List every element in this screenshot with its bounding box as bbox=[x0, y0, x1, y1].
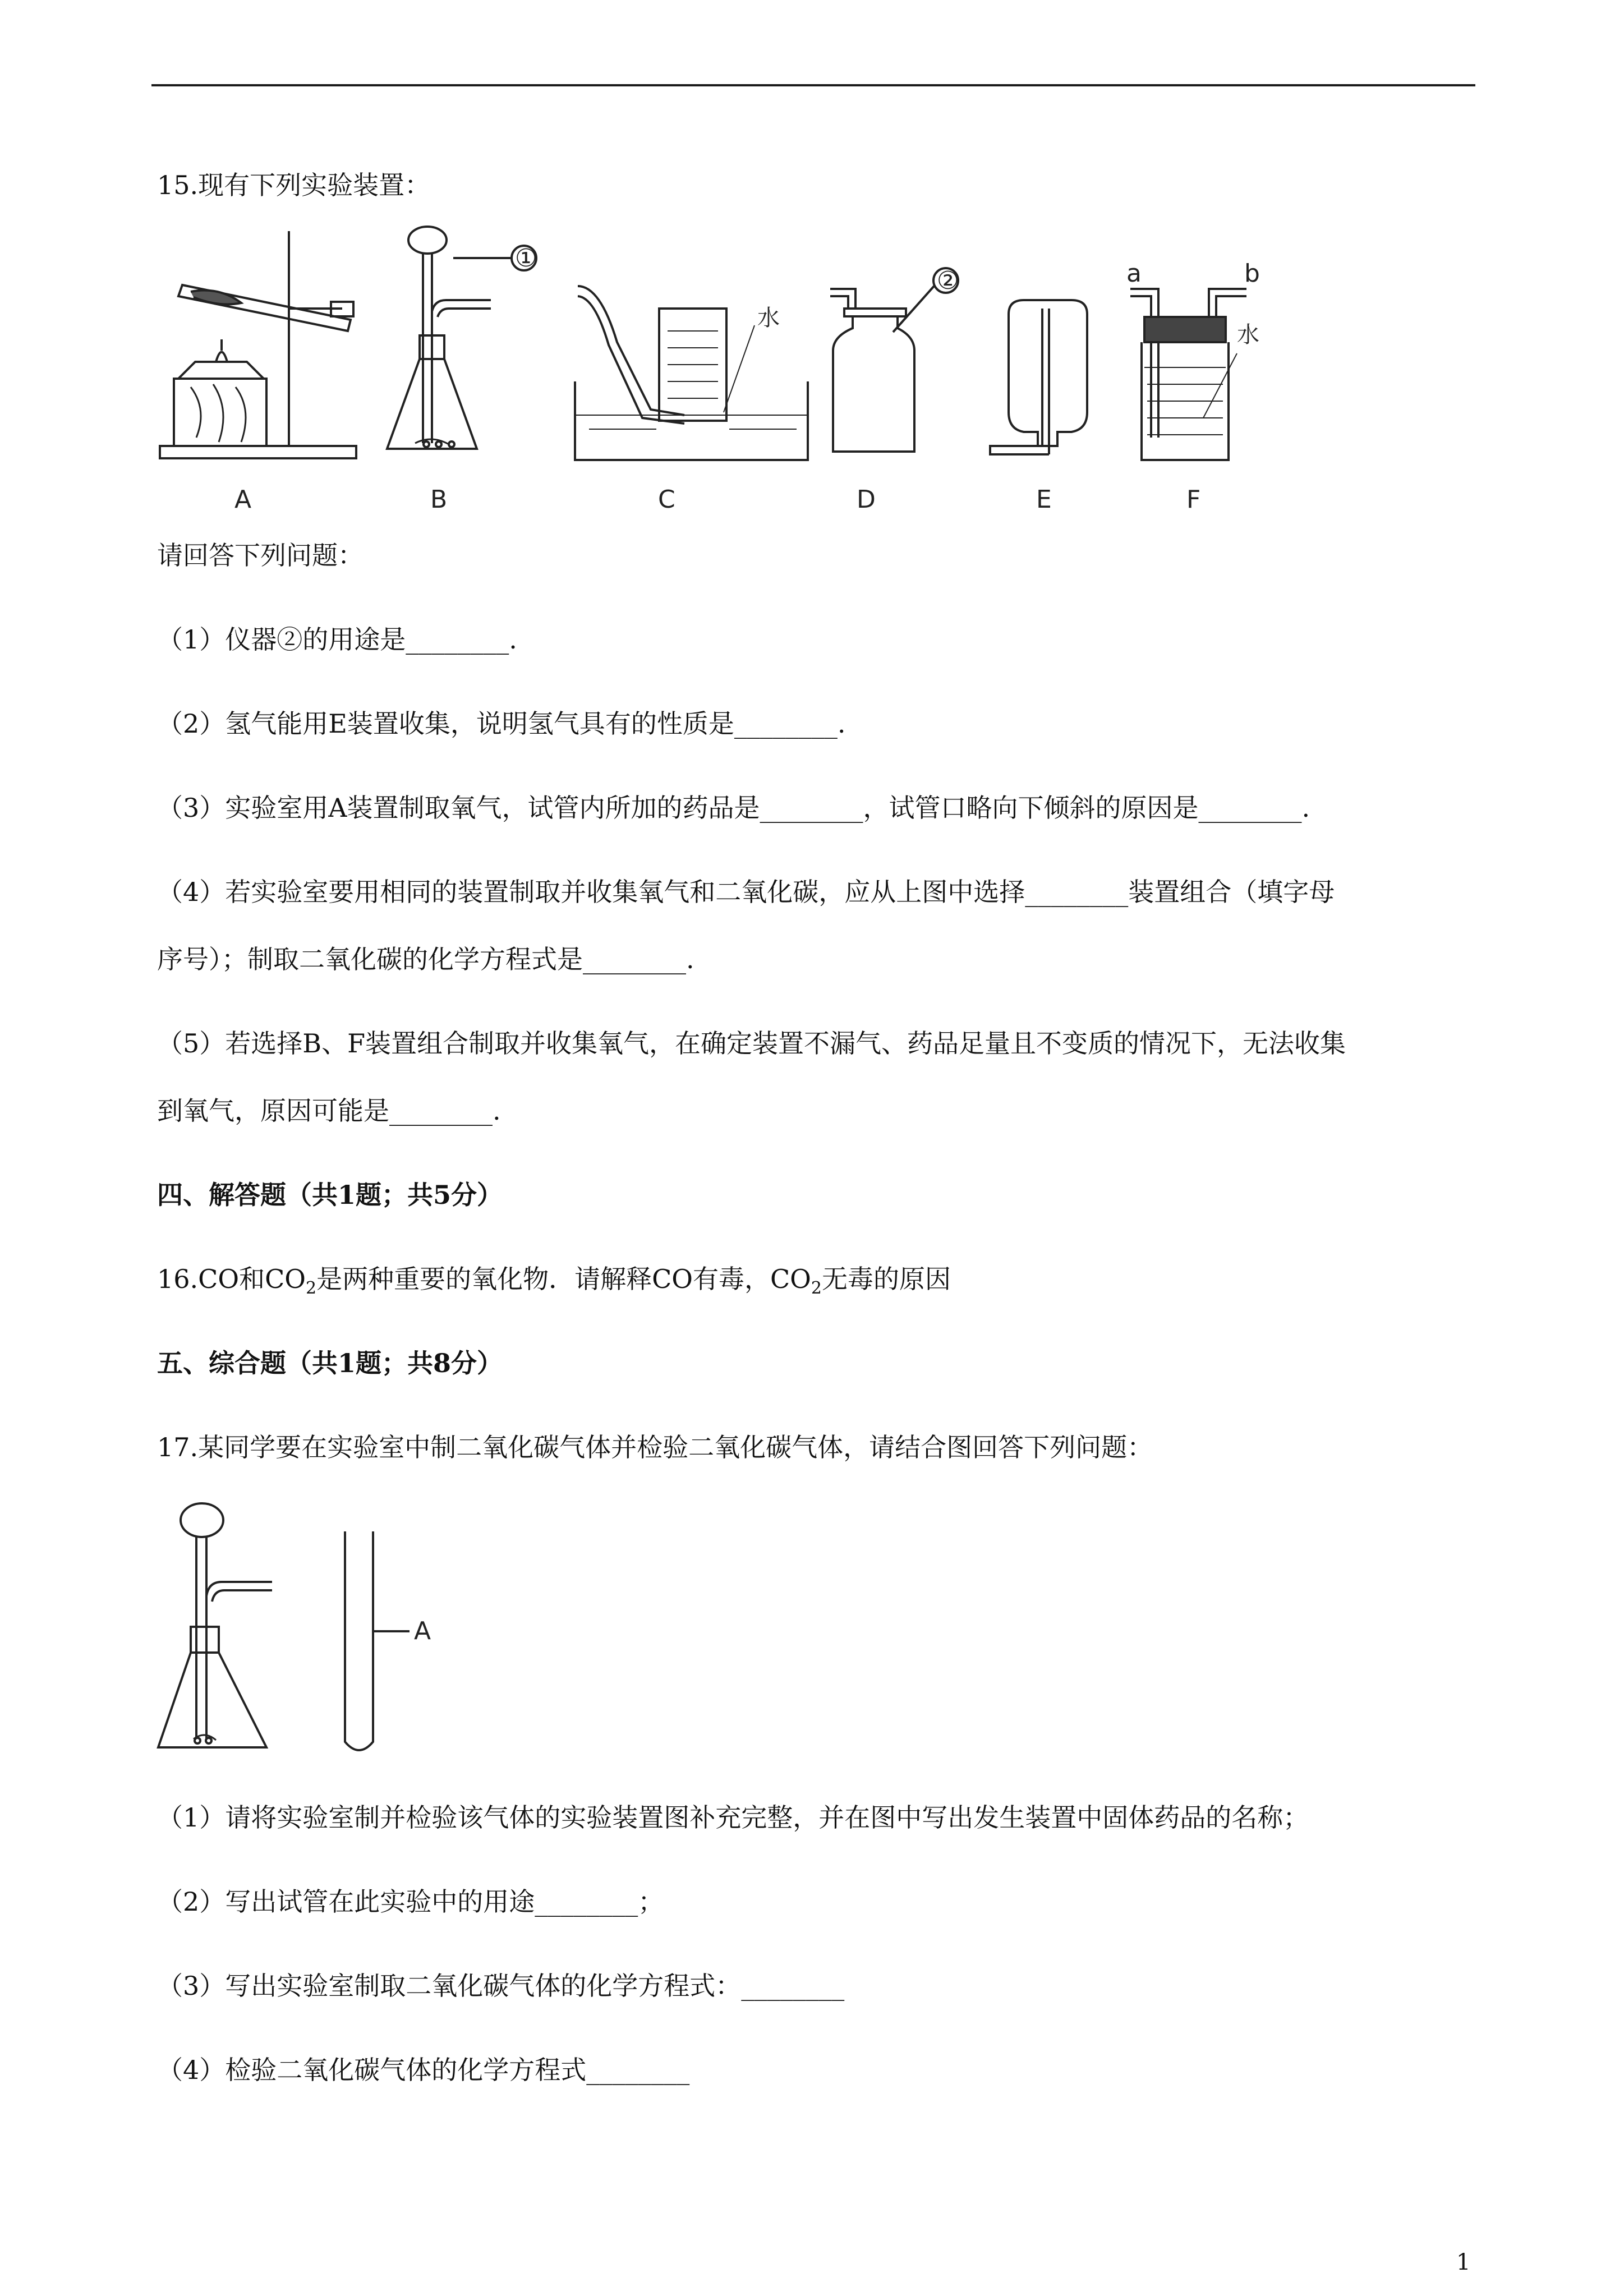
figure-letter-e: E bbox=[1036, 485, 1052, 514]
q15-part-5-line2: 到氧气，原因可能是________. bbox=[157, 1096, 501, 1126]
section-5-heading: 五、综合题（共1题；共8分） bbox=[157, 1348, 503, 1378]
q17-title: 17.某同学要在实验室中制二氧化碳气体并检验二氧化碳气体，请结合图回答下列问题： bbox=[157, 1432, 1153, 1462]
q17-part-3: （3）写出实验室制取二氧化碳气体的化学方程式：________ bbox=[157, 1971, 845, 2001]
figure-letter-b: B bbox=[430, 485, 448, 514]
apparatus-e bbox=[990, 300, 1087, 454]
apparatus-a bbox=[160, 231, 356, 458]
circle-2-label: ② bbox=[937, 266, 959, 295]
apparatus-d bbox=[830, 266, 959, 452]
water-label-f: 水 bbox=[1237, 322, 1259, 348]
q17-part-2: （2）写出试管在此实验中的用途________； bbox=[157, 1887, 664, 1917]
q16-text: 16.CO和$CO_2$是两种重要的氧化物．请解释CO有毒，$CO_2$无毒的原因 bbox=[157, 1264, 951, 1298]
q15-part-1: （1）仪器②的用途是________. bbox=[157, 624, 517, 655]
section-4-heading: 四、解答题（共1题；共5分） bbox=[157, 1180, 503, 1210]
figure-letter-d: D bbox=[857, 485, 876, 514]
circle-1-label: ① bbox=[515, 244, 537, 273]
apparatus-c bbox=[575, 286, 808, 460]
figure-letter-f: F bbox=[1186, 485, 1201, 514]
q15-apparatus-figure bbox=[151, 224, 1442, 530]
header-rule bbox=[151, 84, 1475, 86]
tube-a-label: a bbox=[1126, 259, 1142, 288]
tube-b-label: b bbox=[1244, 259, 1260, 288]
q15-part-4-line1: （4）若实验室要用相同的装置制取并收集氧气和二氧化碳，应从上图中选择________装置组合（填字母 bbox=[157, 877, 1335, 907]
figure-letter-c: C bbox=[658, 485, 675, 514]
figure-letter-a: A bbox=[234, 485, 252, 514]
apparatus-b bbox=[387, 227, 537, 449]
q15-prompt: 请回答下列问题： bbox=[157, 540, 364, 570]
q17-part-4: （4）检验二氧化碳气体的化学方程式________ bbox=[157, 2055, 690, 2085]
q15-part-2: （2）氢气能用E装置收集，说明氢气具有的性质是________. bbox=[157, 708, 846, 739]
water-label-c: 水 bbox=[757, 305, 780, 331]
q15-part-5-line1: （5）若选择B、F装置组合制取并收集氧气，在确定装置不漏气、药品足量且不变质的情况下，无法收集 bbox=[157, 1028, 1346, 1059]
q15-part-3: （3）实验室用A装置制取氧气，试管内所加的药品是________，试管口略向下倾斜的原因是________. bbox=[157, 793, 1310, 823]
q17-apparatus-figure bbox=[151, 1492, 488, 1764]
apparatus-f bbox=[1126, 259, 1260, 460]
q15-part-4-line2: 序号）；制取二氧化碳的化学方程式是________. bbox=[157, 944, 694, 974]
q15-title: 15.现有下列实验装置： bbox=[157, 170, 431, 200]
page-number: 1 bbox=[1456, 2249, 1471, 2275]
q17-flask bbox=[158, 1503, 272, 1747]
q17-test-tube bbox=[345, 1531, 373, 1750]
q17-label-a: A bbox=[414, 1617, 431, 1645]
q17-part-1: （1）请将实验室制并检验该气体的实验装置图补充完整，并在图中写出发生装置中固体药品的名称； bbox=[157, 1802, 1309, 1833]
